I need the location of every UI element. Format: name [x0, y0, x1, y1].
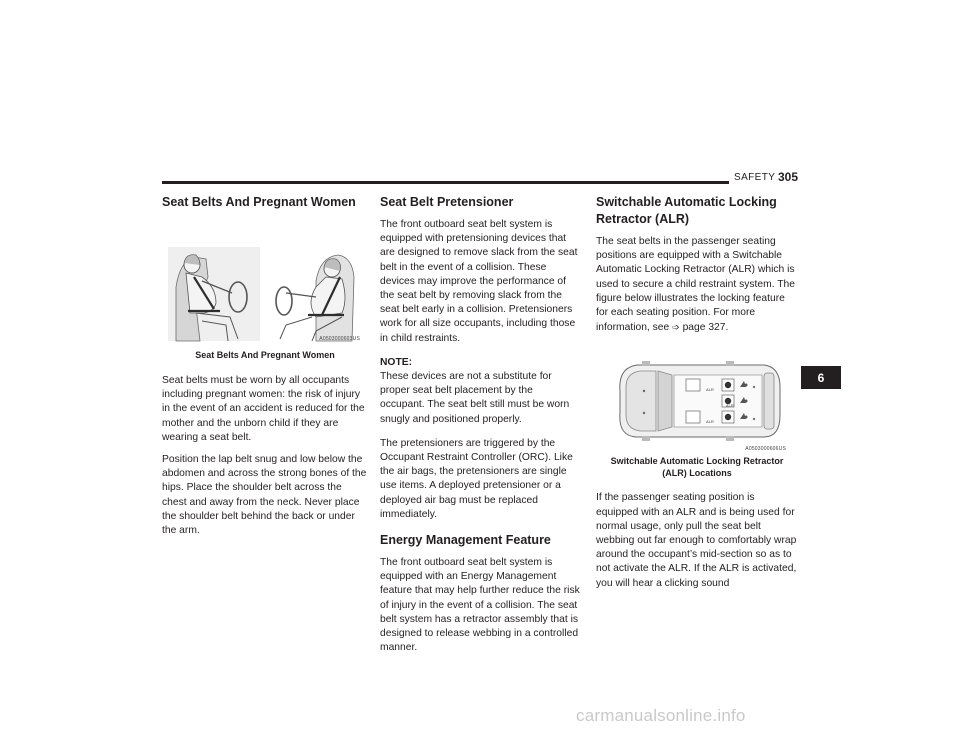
seat-label-alr: ALR: [706, 419, 714, 425]
column-middle: [380, 194, 580, 663]
vehicle-top-view-illustration: [614, 357, 788, 453]
header-section-title: SAFETY: [734, 172, 776, 183]
note-label: NOTE:: [380, 356, 413, 368]
note: [380, 356, 580, 427]
paragraph-text: The seat belts in the passenger seating positions are equipped with a Switchable Automatic Locking Retractor (ALR) which is used to secure a child restraint system. The figure below illustrates the locking feature for each seating position. For more information, see: [596, 236, 795, 334]
header-rule: [162, 181, 729, 184]
figure-caption: Seat Belts And Pregnant Women: [195, 350, 335, 360]
paragraph: The pretensioners are triggered by the Occupant Restraint Controller (ORC). Like the air bags, the pretensioners are single use items. A deployed pretensioner or a deployed air bag must be replaced immediately.: [380, 437, 573, 520]
figure-code: A0503000603US: [319, 336, 360, 342]
page-reference-link[interactable]: page 327.: [682, 322, 729, 334]
figure-caption: Switchable Automatic Locking Retractor (ALR) Locations: [610, 456, 784, 479]
paragraph: Seat belts must be worn by all occupants including pregnant women: the risk of injury in the event of an accident is reduced for the mother and the unborn child if they are wearing a seat belt.: [162, 375, 365, 443]
page-number: 305: [778, 170, 799, 184]
seat-label-alr: ALR: [726, 403, 734, 409]
paragraph: The front outboard seat belt system is equipped with an Energy Management feature that may help further reduce the risk of injury in the event of a collision. The seat belt system has a retractor assembly that is designed to release webbing in a controlled manner.: [380, 557, 580, 654]
chapter-tab[interactable]: 6: [801, 366, 841, 389]
column-left: [162, 194, 368, 546]
pregnant-women-illustration: [166, 247, 362, 343]
note-text: These devices are not a substitute for proper seat belt placement by the occupant. The seat belt still must be worn snugly and positioned properly.: [380, 371, 570, 425]
figure-code: A0503000606US: [745, 446, 786, 453]
heading-energy-management: Energy Management Feature: [380, 533, 551, 548]
paragraph: [596, 235, 798, 335]
watermark: carmanualsonline.info: [576, 706, 746, 725]
heading-alr: Switchable Automatic Locking Retractor (ALR): [596, 195, 777, 226]
column-right: [596, 194, 798, 599]
paragraph: Position the lap belt snug and low below the abdomen and across the strong bones of the hips. Place the shoulder belt across the chest and away from the neck. Never place the shoulder belt behind the back or under the arm.: [162, 454, 367, 537]
figure-pregnant-women: [166, 247, 362, 343]
heading-pregnant-women: Seat Belts And Pregnant Women: [162, 195, 356, 209]
paragraph: The front outboard seat belt system is equipped with pretensioning devices that are designed to remove slack from the seat belt in the event of a collision. These devices may improve the performance of the seat belt by removing slack from the seat belt early in a collision. Pretensioners work for all size occupants, including those in child restraints.: [380, 219, 578, 344]
heading-pretensioner: Seat Belt Pretensioner: [380, 195, 514, 209]
figure-alr-locations: [614, 357, 788, 453]
arrow-right-icon: ➩: [672, 322, 680, 333]
paragraph: If the passenger seating position is equipped with an ALR and is being used for normal usage, only pull the seat belt webbing out far enough to comfortably wrap around the occupant’s mid-section so as to not activate the ALR. If the ALR is activated, you will hear a clicking sound: [596, 492, 797, 589]
seat-label-alr: ALR: [706, 387, 714, 393]
